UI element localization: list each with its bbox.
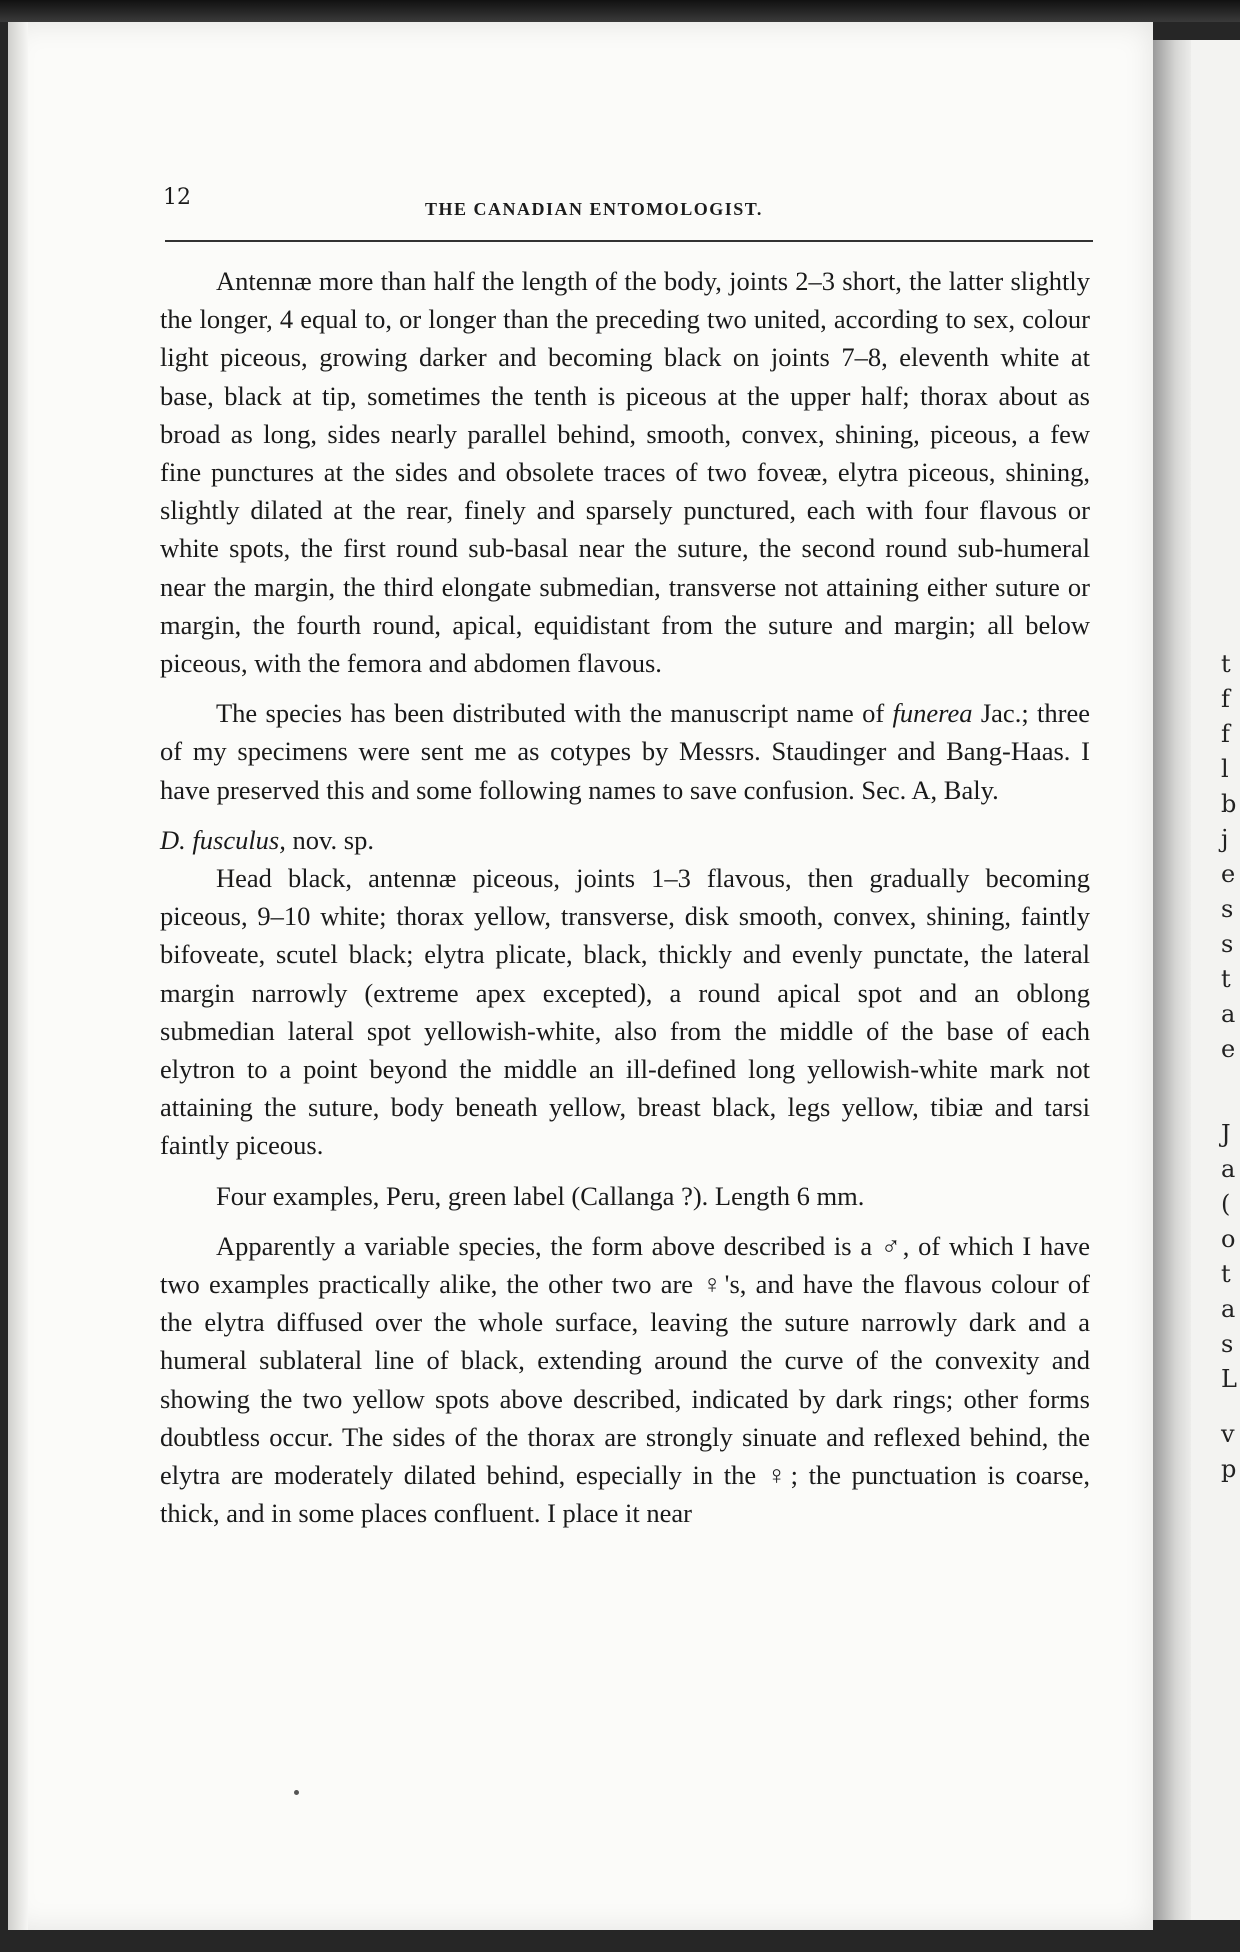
facing-page-fragment: s: [1221, 1330, 1234, 1358]
facing-page-fragment: f: [1221, 720, 1230, 748]
paragraph-distribution-rest: Jac.; three of my specimens were sent me as cotypes by Messrs. Staudinger and Bang-Haas. I have preserved this and some following names to save confusion. Sec. A, Baly.: [160, 698, 1090, 805]
page-left-edge: [8, 22, 28, 1930]
facing-page-fragment: a: [1221, 1155, 1236, 1183]
paragraph-fusculus-description: Head black, antennæ piceous, joints 1–3 flavous, then gradually becoming piceous, 9–10 white; thorax yellow, transverse, disk smooth, convex, shining, faintly bifoveate, scutel black; elytra plicate, black, thickly and evenly punctate, the lateral margin narrowly (extreme apex excepted), a round apical spot and an oblong submedian lateral spot yellowish-white, also from the middle of the base of each elytron to a point beyond the middle an ill-defined long yellowish-white mark not attaining the suture, body beneath yellow, breast black, legs yellow, tibiæ and tarsi faintly piceous.: [160, 863, 1090, 1161]
journal-title: THE CANADIAN ENTOMOLOGIST.: [425, 199, 763, 219]
species-funerea: funerea: [892, 698, 973, 729]
header-rule: [165, 240, 1093, 242]
paragraph-distribution-lead: The species has been distributed with the manuscript name of: [216, 698, 885, 729]
facing-page-fragment: t: [1221, 1260, 1231, 1288]
paragraph-description: Antennæ more than half the length of the body, joints 2–3 short, the latter slightly the longer, 4 equal to, or longer than the preceding two united, according to sex, colour light piceous, growing darker and becoming black on joints 7–8, eleventh white at base, black at tip, sometimes the tenth is piceous at the upper half; thorax about as broad as long, sides nearly parallel behind, smooth, convex, shining, piceous, a few fine punctures at the sides and obsolete traces of two foveæ, elytra piceous, shining, slightly dilated at the rear, finely and sparsely punctured, each with four flavous or white spots, the first round sub-basal near the suture, the second round sub-humeral near the margin, the third elongate submedian, transverse not attaining either suture or margin, the fourth round, apical, equidistant from the suture and margin; all below piceous, with the femora and abdomen flavous.: [160, 266, 1090, 679]
facing-page-fragment: t: [1221, 965, 1231, 993]
facing-page-fragment: j: [1221, 825, 1229, 853]
facing-page-fragment: s: [1221, 930, 1234, 958]
facing-page-fragment: t: [1221, 650, 1231, 678]
paragraph-variation: Apparently a variable species, the form above described is a ♂, of which I have two examples practically alike, the other two are ♀'s, and have the flavous colour of the elytra diffused over the whole surface, leaving the suture narrowly dark and a humeral sublateral line of black, extending around the curve of the convexity and showing the two yellow spots above described, indicated by dark rings; other forms doubtless occur. The sides of the thorax are strongly sinuate and reflexed behind, the elytra are moderately dilated behind, especially in the ♀; the punctuation is coarse, thick, and in some places confluent. I place it near: [160, 1230, 1090, 1529]
species-heading: [160, 821, 1090, 859]
book-gutter-shadow: [1153, 40, 1191, 1920]
facing-page-edge: [1191, 40, 1240, 1920]
facing-page-fragment: s: [1221, 895, 1234, 923]
scan-top-edge: [0, 0, 1240, 22]
facing-page-fragment: a: [1221, 1295, 1236, 1323]
facing-page-fragment: p: [1221, 1455, 1237, 1483]
facing-page-fragment: L: [1221, 1365, 1237, 1393]
facing-page-fragment: b: [1221, 790, 1237, 818]
species-name: D. fusculus,: [160, 824, 286, 855]
facing-page-fragment: e: [1221, 1035, 1236, 1063]
species-status: nov. sp.: [292, 824, 374, 855]
ink-speck: [294, 1790, 299, 1795]
article-body: [160, 262, 1090, 1533]
facing-page-fragment: o: [1221, 1225, 1236, 1253]
facing-page-fragment: J: [1221, 1120, 1231, 1148]
facing-page-fragment: f: [1221, 685, 1230, 713]
facing-page-fragment: v: [1221, 1420, 1235, 1448]
facing-page-fragment: a: [1221, 1000, 1236, 1028]
facing-page-fragment: l: [1221, 755, 1229, 783]
paragraph-distribution: [160, 694, 1090, 809]
facing-page-fragment: (: [1221, 1190, 1231, 1218]
facing-page-fragment: e: [1221, 860, 1236, 888]
paragraph-examples: Four examples, Peru, green label (Callanga ?). Length 6 mm.: [216, 1180, 865, 1211]
page-number: 12: [163, 185, 191, 210]
running-header: [163, 185, 1093, 225]
